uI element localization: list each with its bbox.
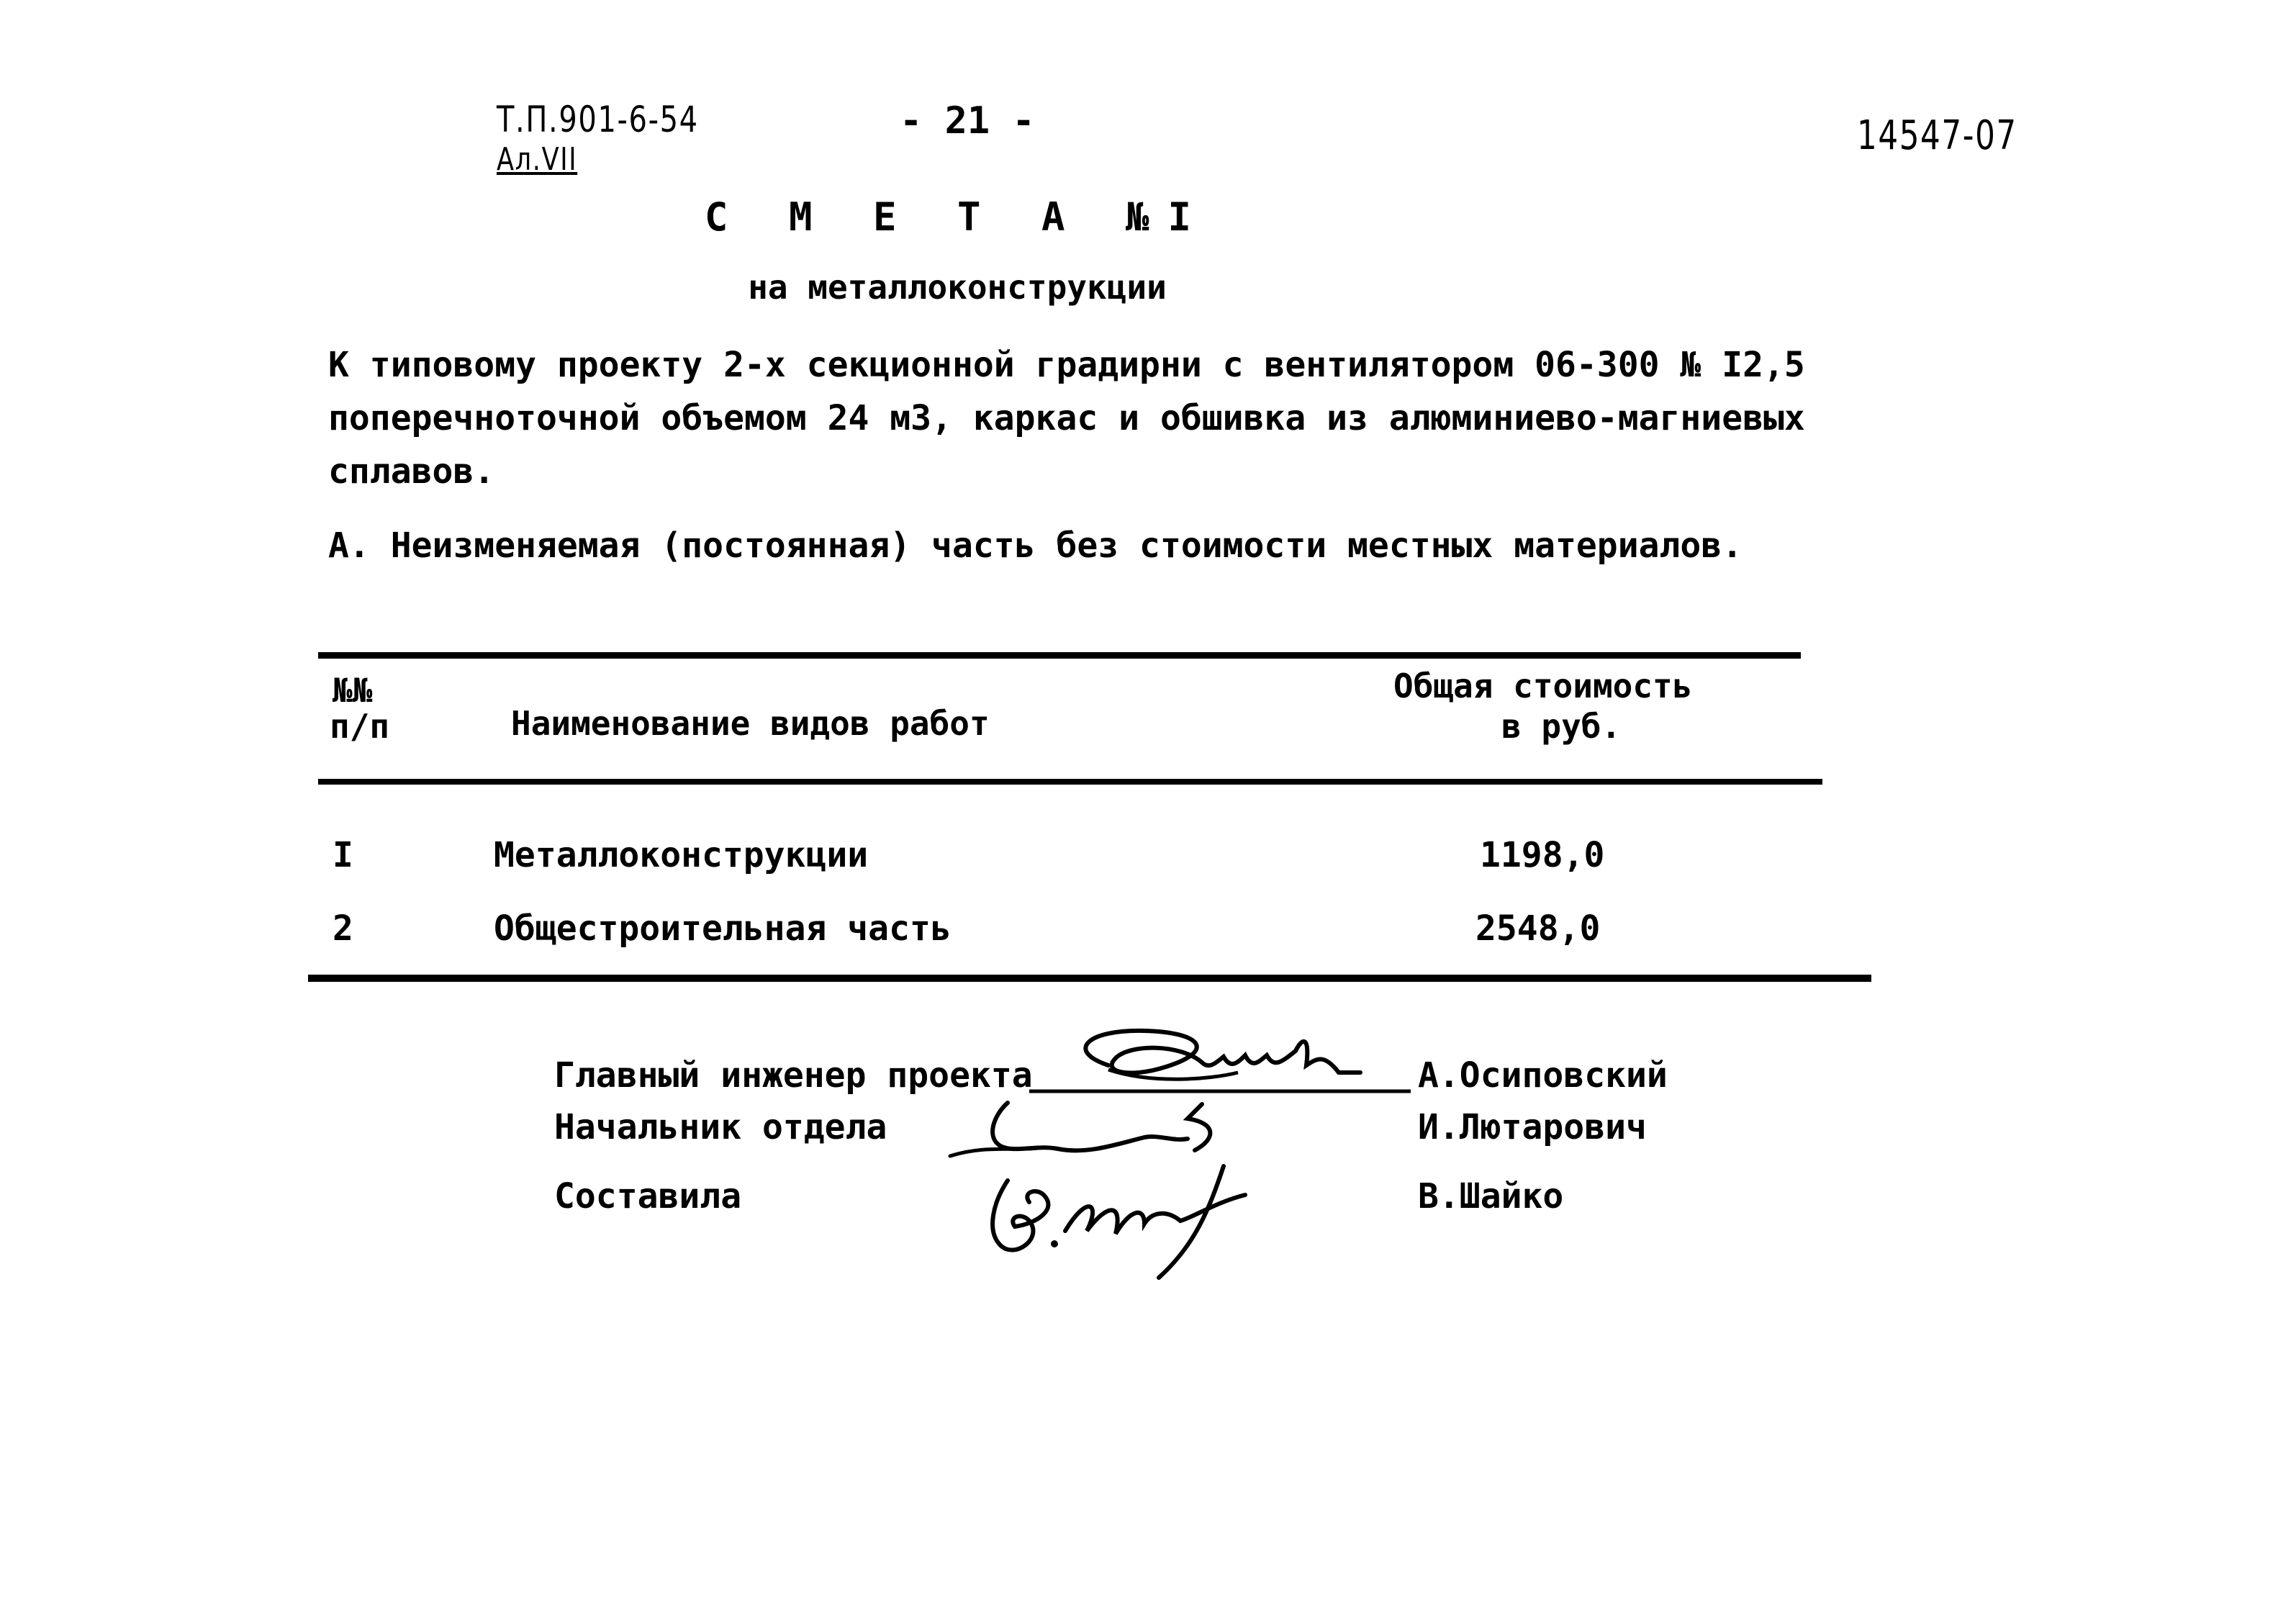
row-cost: 1198,0 <box>1480 835 1605 875</box>
row-number: I <box>333 835 353 875</box>
signature-compiler <box>979 1152 1281 1288</box>
table-header-rule <box>318 779 1822 785</box>
row-number: 2 <box>333 908 353 949</box>
column-header-number-line1: №№ <box>333 671 373 710</box>
document-subtitle: на металлоконструкции <box>748 268 1167 307</box>
signature-name: И.Лютарович <box>1418 1107 1647 1147</box>
intro-line-2: поперечноточной объемом 24 м3, каркас и обшивка из алюминиево-магниевых <box>328 398 1805 438</box>
section-a-heading: А. Неизменяемая (постоянная) часть без стоимости местных материалов. <box>328 525 1743 566</box>
signature-name: А.Осиповский <box>1418 1055 1668 1096</box>
intro-line-3: сплавов. <box>328 451 495 492</box>
column-header-number-line2: п/п <box>330 707 390 746</box>
signature-role: Главный инженер проекта <box>554 1055 1033 1096</box>
signature-role: Начальник отдела <box>554 1107 887 1147</box>
row-cost: 2548,0 <box>1475 908 1601 949</box>
table-top-rule <box>318 652 1801 659</box>
row-name: Металлоконструкции <box>494 835 869 875</box>
signature-name: В.Шайко <box>1418 1176 1564 1216</box>
column-header-name: Наименование видов работ <box>511 704 990 743</box>
document-title: С М Е Т А №I <box>704 194 1211 240</box>
row-name: Общестроительная часть <box>494 908 952 949</box>
table-bottom-rule <box>308 975 1871 982</box>
signature-role: Составила <box>554 1176 742 1216</box>
page-number: - 21 - <box>900 99 1035 143</box>
sheet-reference: Ал.VII <box>497 141 578 178</box>
column-header-cost-line1: Общая стоимость <box>1393 667 1693 705</box>
project-code: Т.П.901-6-54 <box>497 99 699 140</box>
registration-number: 14547-07 <box>1857 112 2017 159</box>
intro-line-1: К типовому проекту 2-х секционной градирни с вентилятором 06-300 № I2,5 <box>328 345 1805 385</box>
column-header-cost-line2: в руб. <box>1501 707 1622 746</box>
